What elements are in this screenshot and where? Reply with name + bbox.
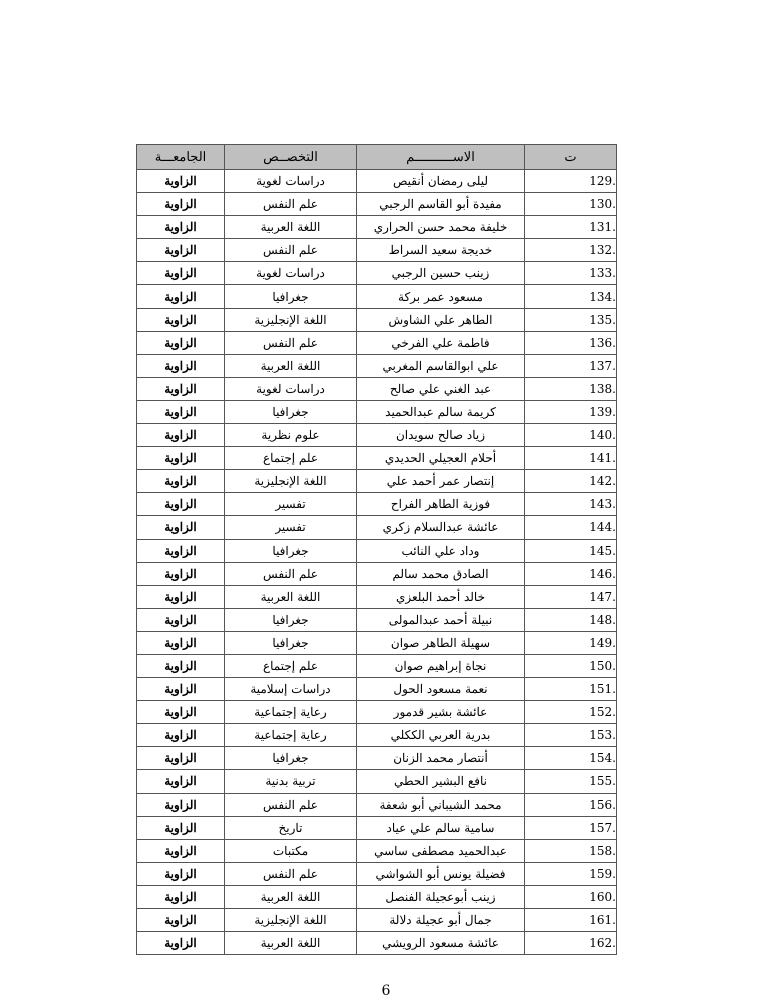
students-table — [136, 144, 617, 955]
row-number-cell — [525, 400, 617, 423]
row-number-cell — [525, 724, 617, 747]
row-number-cell — [525, 932, 617, 955]
row-specialization: جغرافيا — [225, 608, 357, 631]
row-number: 145. — [589, 543, 616, 558]
row-university: الزاوية — [137, 216, 225, 239]
table-row — [137, 216, 617, 239]
row-name: سامية سالم علي عياد — [357, 816, 525, 839]
row-university: الزاوية — [137, 539, 225, 562]
row-specialization: اللغة العربية — [225, 585, 357, 608]
header-university: الجامعـــة — [137, 145, 225, 170]
row-specialization: علم النفس — [225, 793, 357, 816]
row-name: نبيلة أحمد عبدالمولى — [357, 608, 525, 631]
row-name: بدرية العربي الككلي — [357, 724, 525, 747]
row-number-cell — [525, 493, 617, 516]
row-name: فضيلة يونس أبو الشواشي — [357, 862, 525, 885]
row-university: الزاوية — [137, 493, 225, 516]
row-specialization: علم إجتماع — [225, 447, 357, 470]
row-name: نعمة مسعود الحول — [357, 678, 525, 701]
row-name: نافع البشير الحطي — [357, 770, 525, 793]
table-row — [137, 816, 617, 839]
row-number: 161. — [589, 913, 616, 928]
table-row — [137, 631, 617, 654]
table-row — [137, 747, 617, 770]
table-row — [137, 701, 617, 724]
row-number-cell — [525, 608, 617, 631]
row-university: الزاوية — [137, 862, 225, 885]
row-name: محمد الشيباني أبو شعفة — [357, 793, 525, 816]
row-specialization: تربية بدنية — [225, 770, 357, 793]
table-row — [137, 585, 617, 608]
table-row — [137, 862, 617, 885]
row-number-cell — [525, 909, 617, 932]
table-row — [137, 262, 617, 285]
row-university: الزاوية — [137, 701, 225, 724]
row-number: 139. — [589, 404, 616, 419]
row-specialization: رعاية إجتماعية — [225, 701, 357, 724]
table-header-row — [137, 145, 617, 170]
row-number: 160. — [589, 889, 616, 904]
row-specialization: جغرافيا — [225, 747, 357, 770]
row-university: الزاوية — [137, 608, 225, 631]
row-number: 147. — [589, 589, 616, 604]
row-name: الطاهر علي الشاوش — [357, 308, 525, 331]
row-number: 138. — [589, 381, 616, 396]
row-number: 133. — [589, 266, 616, 281]
row-specialization: تفسير — [225, 516, 357, 539]
row-name: وداد علي النائب — [357, 539, 525, 562]
table-row — [137, 885, 617, 908]
table-row — [137, 724, 617, 747]
row-number: 132. — [589, 243, 616, 258]
row-number-cell — [525, 885, 617, 908]
row-specialization: جغرافيا — [225, 539, 357, 562]
row-number-cell — [525, 377, 617, 400]
row-specialization: دراسات لغوية — [225, 377, 357, 400]
row-number: 159. — [589, 866, 616, 881]
row-specialization: اللغة الإنجليزية — [225, 470, 357, 493]
row-specialization: اللغة العربية — [225, 885, 357, 908]
row-specialization: علم النفس — [225, 862, 357, 885]
row-number-cell — [525, 285, 617, 308]
row-university: الزاوية — [137, 193, 225, 216]
table-row — [137, 839, 617, 862]
row-specialization: علم النفس — [225, 331, 357, 354]
table-row — [137, 493, 617, 516]
row-university: الزاوية — [137, 770, 225, 793]
row-specialization: تاريخ — [225, 816, 357, 839]
row-university: الزاوية — [137, 585, 225, 608]
row-number-cell — [525, 654, 617, 677]
row-name: نجاة إبراهيم صوان — [357, 654, 525, 677]
row-specialization: اللغة العربية — [225, 932, 357, 955]
row-number: 157. — [589, 820, 616, 835]
row-university: الزاوية — [137, 470, 225, 493]
table-row — [137, 539, 617, 562]
row-university: الزاوية — [137, 909, 225, 932]
row-name: عبد الغني علي صالح — [357, 377, 525, 400]
row-number-cell — [525, 793, 617, 816]
row-number-cell — [525, 585, 617, 608]
row-number: 149. — [589, 635, 616, 650]
row-number-cell — [525, 470, 617, 493]
table-row — [137, 470, 617, 493]
row-university: الزاوية — [137, 654, 225, 677]
row-specialization: جغرافيا — [225, 285, 357, 308]
row-number-cell — [525, 631, 617, 654]
row-university: الزاوية — [137, 839, 225, 862]
row-university: الزاوية — [137, 678, 225, 701]
row-specialization: علم النفس — [225, 193, 357, 216]
row-number: 144. — [589, 520, 616, 535]
row-number: 129. — [589, 174, 616, 189]
row-university: الزاوية — [137, 516, 225, 539]
row-university: الزاوية — [137, 562, 225, 585]
row-number-cell — [525, 308, 617, 331]
row-university: الزاوية — [137, 285, 225, 308]
row-name: إنتصار عمر أحمد علي — [357, 470, 525, 493]
row-number: 150. — [589, 659, 616, 674]
row-university: الزاوية — [137, 885, 225, 908]
row-university: الزاوية — [137, 932, 225, 955]
row-number: 155. — [589, 774, 616, 789]
row-name: فاطمة علي الفرخي — [357, 331, 525, 354]
row-name: ليلى رمضان أنقيص — [357, 170, 525, 193]
row-university: الزاوية — [137, 816, 225, 839]
table-row — [137, 654, 617, 677]
table-row — [137, 447, 617, 470]
row-number-cell — [525, 239, 617, 262]
row-specialization: جغرافيا — [225, 400, 357, 423]
table-row — [137, 424, 617, 447]
table-row — [137, 354, 617, 377]
table-row — [137, 770, 617, 793]
row-name: عبدالحميد مصطفى ساسي — [357, 839, 525, 862]
row-specialization: تفسير — [225, 493, 357, 516]
row-specialization: علم إجتماع — [225, 654, 357, 677]
row-name: خليفة محمد حسن الحراري — [357, 216, 525, 239]
row-number: 146. — [589, 566, 616, 581]
row-specialization: علوم نظرية — [225, 424, 357, 447]
table-row — [137, 678, 617, 701]
row-number-cell — [525, 170, 617, 193]
table-row — [137, 562, 617, 585]
row-name: أنتصار محمد الزنان — [357, 747, 525, 770]
row-number-cell — [525, 354, 617, 377]
page-number: 6 — [381, 983, 391, 999]
row-name: فوزية الطاهر الفراح — [357, 493, 525, 516]
row-number: 154. — [589, 751, 616, 766]
row-university: الزاوية — [137, 308, 225, 331]
row-university: الزاوية — [137, 400, 225, 423]
table-row — [137, 909, 617, 932]
row-specialization: اللغة العربية — [225, 216, 357, 239]
row-number: 131. — [589, 220, 616, 235]
row-university: الزاوية — [137, 724, 225, 747]
row-university: الزاوية — [137, 447, 225, 470]
row-name: عائشة عبدالسلام زكري — [357, 516, 525, 539]
row-specialization: جغرافيا — [225, 631, 357, 654]
row-number-cell — [525, 770, 617, 793]
table-row — [137, 170, 617, 193]
row-number: 162. — [589, 936, 616, 951]
row-number-cell — [525, 539, 617, 562]
row-specialization: مكتبات — [225, 839, 357, 862]
row-university: الزاوية — [137, 424, 225, 447]
row-name: مفيدة أبو القاسم الرجبي — [357, 193, 525, 216]
row-number: 142. — [589, 474, 616, 489]
row-name: الصادق محمد سالم — [357, 562, 525, 585]
row-number-cell — [525, 331, 617, 354]
row-name: أحلام العجيلي الحديدي — [357, 447, 525, 470]
table-row — [137, 331, 617, 354]
row-number: 136. — [589, 335, 616, 350]
row-number: 137. — [589, 358, 616, 373]
row-number: 141. — [589, 451, 616, 466]
table-row — [137, 193, 617, 216]
table-row — [137, 608, 617, 631]
row-number-cell — [525, 193, 617, 216]
header-specialization: التخصــص — [225, 145, 357, 170]
row-number: 140. — [589, 428, 616, 443]
header-name: الاســــــــــم — [357, 145, 525, 170]
row-university: الزاوية — [137, 631, 225, 654]
table-row — [137, 377, 617, 400]
row-specialization: دراسات لغوية — [225, 262, 357, 285]
row-number-cell — [525, 447, 617, 470]
row-name: زينب حسين الرجبي — [357, 262, 525, 285]
students-table-container — [136, 144, 616, 955]
table-row — [137, 308, 617, 331]
table-row — [137, 516, 617, 539]
row-number-cell — [525, 701, 617, 724]
row-university: الزاوية — [137, 239, 225, 262]
row-number: 130. — [589, 197, 616, 212]
row-number-cell — [525, 262, 617, 285]
row-number-cell — [525, 747, 617, 770]
row-number: 158. — [589, 843, 616, 858]
table-row — [137, 239, 617, 262]
row-number: 135. — [589, 312, 616, 327]
row-specialization: دراسات لغوية — [225, 170, 357, 193]
row-number: 143. — [589, 497, 616, 512]
row-specialization: اللغة الإنجليزية — [225, 308, 357, 331]
table-body — [137, 170, 617, 955]
row-specialization: اللغة العربية — [225, 354, 357, 377]
row-name: علي ابوالقاسم المغربي — [357, 354, 525, 377]
row-number: 153. — [589, 728, 616, 743]
row-name: زينب أبوعجيلة الفنصل — [357, 885, 525, 908]
row-number-cell — [525, 216, 617, 239]
row-university: الزاوية — [137, 170, 225, 193]
row-name: خديجة سعيد السراط — [357, 239, 525, 262]
row-university: الزاوية — [137, 377, 225, 400]
row-name: سهيلة الطاهر صوان — [357, 631, 525, 654]
row-specialization: رعاية إجتماعية — [225, 724, 357, 747]
table-row — [137, 285, 617, 308]
row-number-cell — [525, 678, 617, 701]
row-university: الزاوية — [137, 354, 225, 377]
row-university: الزاوية — [137, 747, 225, 770]
row-specialization: علم النفس — [225, 239, 357, 262]
row-university: الزاوية — [137, 331, 225, 354]
row-number: 152. — [589, 705, 616, 720]
row-number: 134. — [589, 289, 616, 304]
row-name: مسعود عمر بركة — [357, 285, 525, 308]
row-number: 148. — [589, 612, 616, 627]
table-row — [137, 400, 617, 423]
row-number-cell — [525, 839, 617, 862]
row-specialization: علم النفس — [225, 562, 357, 585]
row-number: 156. — [589, 797, 616, 812]
row-university: الزاوية — [137, 793, 225, 816]
row-number-cell — [525, 562, 617, 585]
row-specialization: دراسات إسلامية — [225, 678, 357, 701]
row-number-cell — [525, 862, 617, 885]
row-name: زياد صالح سويدان — [357, 424, 525, 447]
table-row — [137, 932, 617, 955]
row-number-cell — [525, 816, 617, 839]
table-row — [137, 793, 617, 816]
row-number-cell — [525, 424, 617, 447]
row-name: عائشة مسعود الرويشي — [357, 932, 525, 955]
row-number-cell — [525, 516, 617, 539]
header-number: ت — [525, 145, 617, 170]
row-university: الزاوية — [137, 262, 225, 285]
row-name: جمال أبو عجيلة دلالة — [357, 909, 525, 932]
row-specialization: اللغة الإنجليزية — [225, 909, 357, 932]
row-number: 151. — [589, 682, 616, 697]
row-name: كريمة سالم عبدالحميد — [357, 400, 525, 423]
row-name: خالد أحمد البلعزي — [357, 585, 525, 608]
row-name: عائشة بشير قدمور — [357, 701, 525, 724]
